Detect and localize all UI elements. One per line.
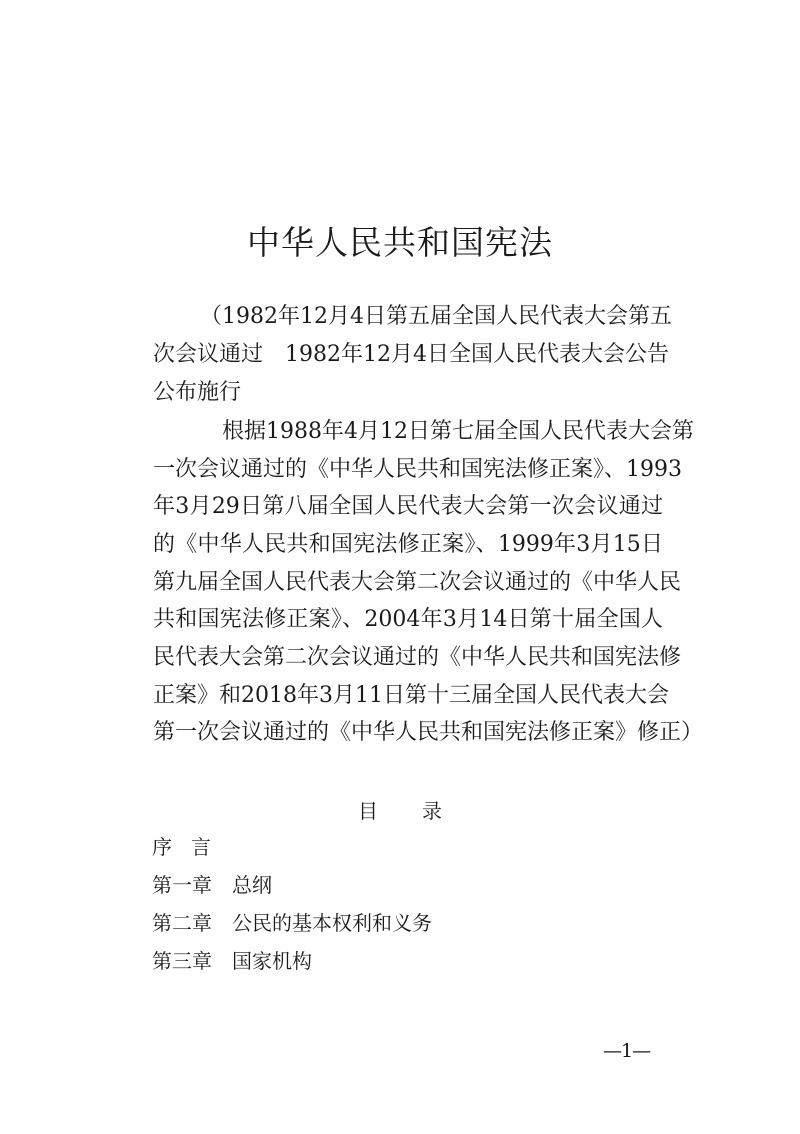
preamble-line: 的《中华人民共和国宪法修正案》、1999年3月15日 (153, 532, 663, 557)
preamble-line: 公布施行 (153, 380, 242, 405)
toc-title-char: 目 (358, 799, 378, 823)
preamble-line: 一次会议通过的《中华人民共和国宪法修正案》、1993 (153, 457, 682, 482)
document-title: 中华人民共和国宪法 (247, 223, 553, 262)
preamble-line: 正案》和2018年3月11日第十三届全国人民代表大会 (153, 683, 669, 708)
preamble-line: 根据1988年4月12日第七届全国人民代表大会第 (200, 419, 694, 444)
page-number: —1— (603, 1040, 651, 1062)
preamble-line: 第一次会议通过的《中华人民共和国宪法修正案》修正） (153, 720, 704, 745)
toc-chapter-label: 第三章 (152, 949, 212, 973)
toc-chapter-name: 公民的基本权利和义务 (232, 911, 432, 935)
toc-item-chapter-2 (152, 909, 432, 937)
preamble-line: 民代表大会第二次会议通过的《中华人民共和国宪法修 (153, 645, 682, 670)
toc-chapter-label: 第二章 (152, 911, 212, 935)
toc-chapter-label: 第一章 (152, 873, 212, 897)
toc-item-chapter-3 (152, 947, 312, 975)
toc-chapter-name: 国家机构 (232, 949, 312, 973)
toc-title (0, 795, 800, 824)
preamble-line: 次会议通过 1982年12月4日全国人民代表大会公告 (153, 342, 669, 367)
preamble-line: 共和国宪法修正案》、2004年3月14日第十届全国人 (153, 607, 663, 632)
toc-chapter-label: 序言 (152, 835, 230, 859)
toc-chapter-name: 总纲 (232, 873, 272, 897)
toc-item-chapter-1 (152, 871, 272, 899)
toc-item-preface (152, 833, 232, 861)
preamble-line: （1982年12月4日第五届全国人民代表大会第五 (200, 304, 672, 329)
preamble-line: 年3月29日第八届全国人民代表大会第一次会议通过 (153, 494, 663, 519)
preamble-line: 第九届全国人民代表大会第二次会议通过的《中华人民 (153, 570, 682, 595)
toc-title-char: 录 (422, 799, 442, 823)
